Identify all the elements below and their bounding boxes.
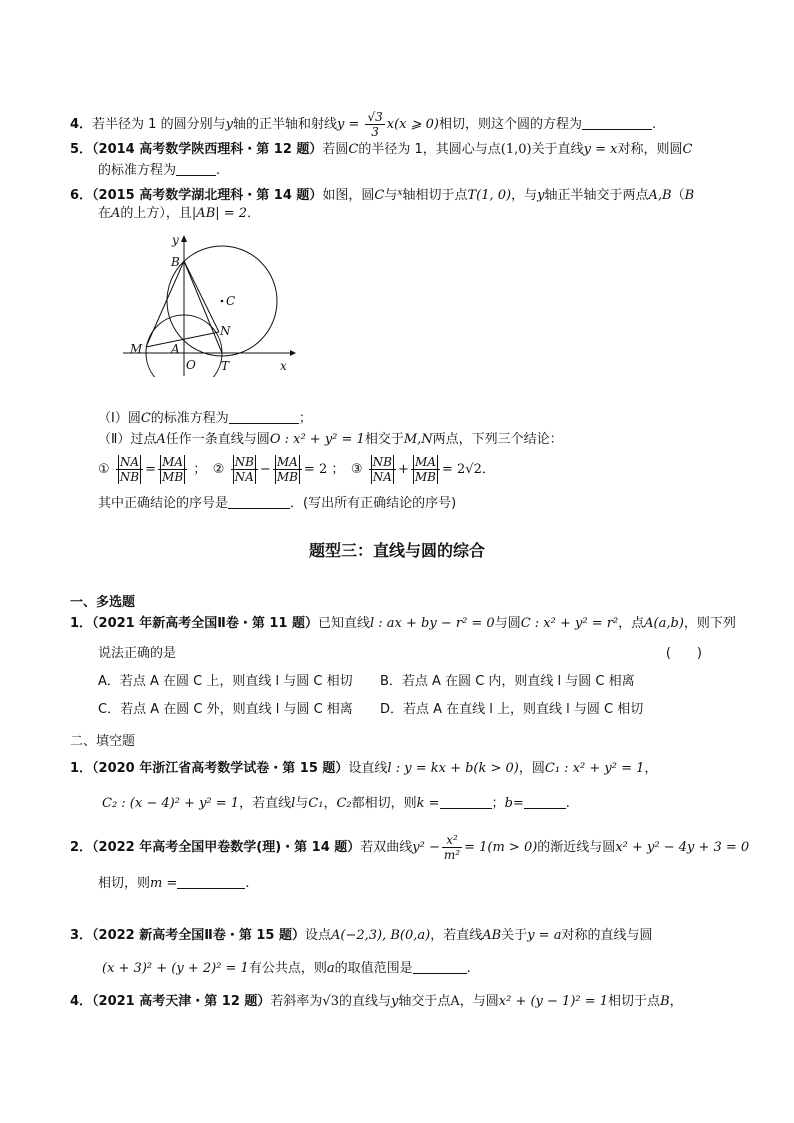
fill-blank-heading: 二、填空题: [70, 734, 136, 749]
label-n: N: [220, 324, 231, 338]
answer-blank-b[interactable]: [524, 795, 566, 809]
option-a[interactable]: A．若点 A 在圆 C 上，则直线 l 与圆 C 相切: [98, 674, 353, 689]
answer-blank[interactable]: [177, 875, 245, 889]
circle-geometry-figure: [118, 232, 298, 377]
y-axis-arrow: [181, 235, 187, 242]
answer-blank[interactable]: [176, 162, 216, 176]
fill-question-2: 2．（2022 年高考全国甲卷数学(理)・第 14 题）若双曲线y² − $\frac{\text{x²}}{\text{m²}}$ = 1(m > 0)的渐近线与圆x² + y² − 4y + 3 = 0: [70, 833, 750, 862]
fraction-x2-over-m2: $\frac{\text{x²}}{\text{m²}}$: [443, 833, 461, 862]
question-6-part-2: （Ⅱ）过点A任作一条直线与圆O : x² + y² = 1相交于M,N两点，下列三个结论：: [98, 432, 563, 447]
label-m: M: [130, 342, 143, 356]
multi-choice-heading: 一、多选题: [70, 595, 136, 610]
label-t: T: [221, 359, 230, 373]
multi-question-1: 1．（2021 年新高考全国Ⅱ卷・第 11 题）已知直线l : ax + by − r² = 0与圆C : x² + y² = r²，点A(a,b)，则下列: [70, 616, 736, 631]
label-x: x: [280, 359, 287, 373]
fill-question-4: 4．（2021 高考天津・第 12 题）若斜率为√3的直线与y轴交于点A，与圆x² + (y − 1)² = 1相切于点B，: [70, 994, 683, 1009]
answer-blank[interactable]: [229, 410, 299, 424]
label-y: y: [172, 233, 179, 247]
label-o: O: [186, 358, 196, 372]
segment-mn: [146, 332, 219, 347]
question-6-cont: 在A的上方），且|AB| = 2．: [98, 206, 261, 221]
fill-question-3-cont: (x + 3)² + (y + 2)² = 1有公共点，则a的取值范围是 .: [102, 961, 471, 976]
answer-paren[interactable]: ( ): [665, 646, 702, 661]
answer-blank-k[interactable]: [440, 795, 492, 809]
question-5: 5．（2014 高考数学陕西理科・第 12 题）若圆C的半径为 1，其圆心与点(1,0)关于直线y = x对称，则圆C: [70, 142, 693, 157]
question-4-prev: 4．若半径为 1 的圆分别与y轴的正半轴和射线y = $\frac{√3}{3}$ x(x ⩾ 0)相切，则这个圆的方程为 .: [70, 110, 657, 139]
fill-question-3: 3．（2022 新高考全国Ⅱ卷・第 15 题）设点A(−2,3), B(0,a)，若直线AB关于y = a对称的直线与圆: [70, 928, 653, 943]
fraction-sqrt3-over-3: $\frac{√3}{3}$: [367, 110, 383, 139]
label-a: A: [171, 342, 180, 356]
answer-blank[interactable]: [582, 116, 652, 130]
label-b: B: [171, 255, 180, 269]
section-title: 题型三：直线与圆的综合: [308, 541, 485, 560]
option-b[interactable]: B．若点 A 在圆 C 内，则直线 l 与圆 C 相离: [380, 674, 635, 689]
fill-question-1: 1．（2020 年浙江省高考数学试卷・第 15 题）设直线l : y = kx + b(k > 0)，圆C₁ : x² + y² = 1，: [70, 761, 658, 776]
question-6-part-3: 其中正确结论的序号是 ．(写出所有正确结论的序号): [98, 496, 457, 511]
multi-question-1-cont: 说法正确的是 ( ): [98, 646, 702, 661]
option-c[interactable]: C．若点 A 在圆 C 外，则直线 l 与圆 C 相离: [98, 702, 353, 717]
fill-question-2-cont: 相切，则m = .: [98, 876, 250, 891]
label-c: C: [226, 294, 236, 308]
question-5-cont: 的标准方程为 .: [98, 163, 221, 178]
answer-blank[interactable]: [413, 960, 467, 974]
question-6-part-1: （Ⅰ）圆C的标准方程为 ；: [98, 411, 312, 426]
question-6: 6．（2015 高考数学湖北理科・第 14 题）如图，圆C与$^x$轴相切于点T(1, 0)，与y轴正半轴交于两点A,B（B: [70, 188, 695, 203]
center-c-dot: [221, 300, 224, 303]
option-d[interactable]: D．若点 A 在直线 l 上，则直线 l 与圆 C 相切: [380, 702, 644, 717]
segment-bn: [184, 261, 219, 332]
x-axis-arrow: [290, 350, 296, 356]
fill-question-1-cont: C₂ : (x − 4)² + y² = 1，若直线l与C₁，C₂都相切，则k = ；b= .: [102, 796, 570, 811]
answer-blank[interactable]: [228, 495, 290, 509]
question-6-conclusions: ① $\frac{NA}{NB}$ = $\frac{MA}{MB}$ ； ② $\frac{NB}{NA}$ − $\frac{MA}{MB}$ = 2 ； ③ $\frac{NB}{NA}$ + $\frac{MA}{MB}$ = 2√2．: [98, 455, 495, 484]
segment-bt: [184, 261, 222, 353]
